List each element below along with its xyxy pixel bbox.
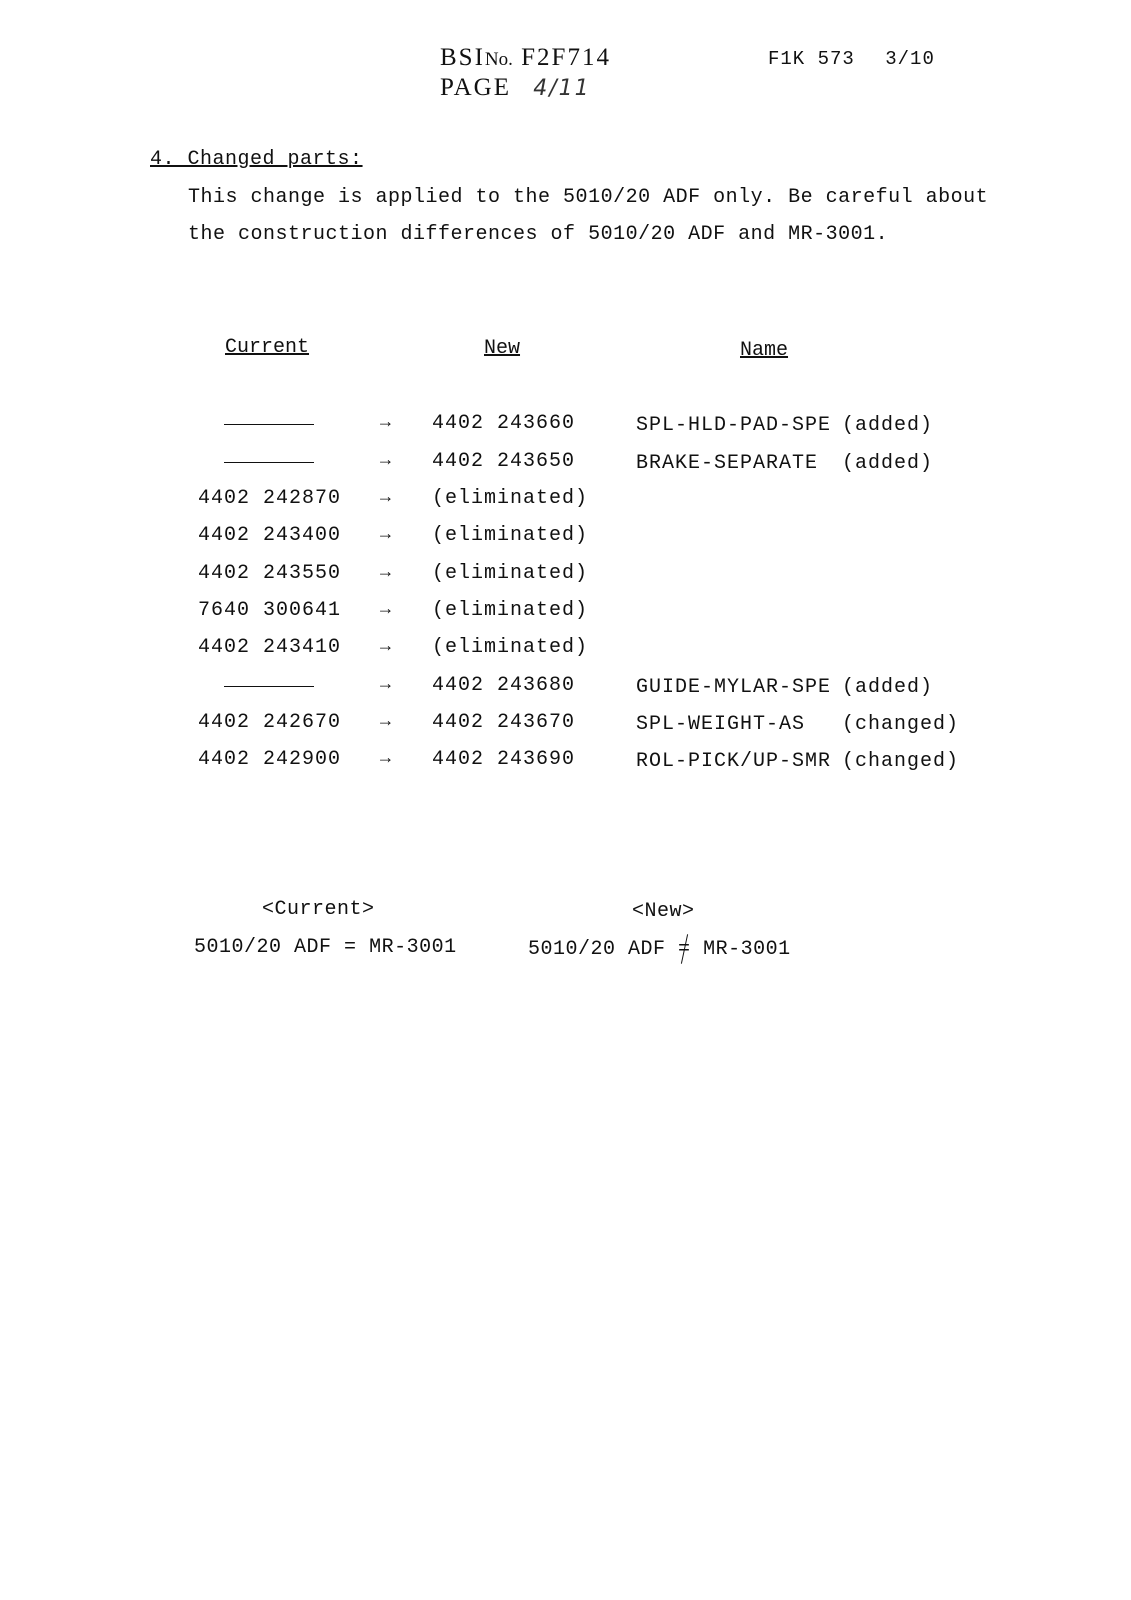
cell-status: (added) bbox=[842, 676, 934, 699]
cell-status: (added) bbox=[842, 414, 934, 437]
paragraph-line-2: the construction differences of 5010/20 ADF and MR-3001. bbox=[188, 223, 889, 246]
arrow-icon: → bbox=[380, 712, 391, 732]
new-left: 5010/20 ADF bbox=[528, 938, 666, 961]
cell-new: (eliminated) bbox=[432, 562, 589, 585]
cell-new: 4402 243690 bbox=[432, 748, 576, 771]
paragraph-line-1: This change is applied to the 5010/20 ADF only. Be careful about bbox=[188, 186, 989, 209]
page-value: 4/11 bbox=[533, 76, 591, 101]
current-right: MR-3001 bbox=[369, 936, 457, 959]
comparison-new-label: <New> bbox=[632, 900, 695, 923]
comparison-current-label: <Current> bbox=[262, 898, 375, 921]
doc-reference bbox=[768, 48, 935, 70]
page-indicator bbox=[440, 74, 591, 102]
blank-current-dash bbox=[224, 686, 314, 687]
new-right: MR-3001 bbox=[703, 938, 791, 961]
arrow-icon: → bbox=[380, 451, 391, 471]
cell-new: 4402 243680 bbox=[432, 674, 576, 697]
column-header-new: New bbox=[484, 337, 521, 360]
arrow-icon: → bbox=[380, 600, 391, 620]
cell-status: (changed) bbox=[842, 750, 960, 773]
arrow-icon: → bbox=[380, 525, 391, 545]
bsi-number-value: F2F714 bbox=[521, 44, 611, 71]
doc-ref: F1K 573 bbox=[768, 48, 855, 70]
bsi-number bbox=[440, 44, 611, 72]
arrow-icon: → bbox=[380, 637, 391, 657]
cell-name: GUIDE-MYLAR-SPE bbox=[636, 676, 832, 699]
cell-current: 7640 300641 bbox=[198, 599, 342, 622]
cell-new: 4402 243660 bbox=[432, 412, 576, 435]
cell-current: 4402 242670 bbox=[198, 711, 342, 734]
cell-new: (eliminated) bbox=[432, 487, 589, 510]
column-header-current: Current bbox=[225, 336, 310, 359]
blank-current-dash bbox=[224, 424, 314, 425]
bsi-no-abbrev: No. bbox=[484, 49, 513, 70]
arrow-icon: → bbox=[380, 675, 391, 695]
cell-new: (eliminated) bbox=[432, 636, 589, 659]
not-equals-sign: = bbox=[678, 938, 691, 961]
equals-sign: = bbox=[344, 936, 357, 959]
cell-status: (added) bbox=[842, 452, 934, 475]
cell-name: BRAKE-SEPARATE bbox=[636, 452, 819, 475]
doc-page: 3/10 bbox=[885, 48, 935, 70]
cell-current: 4402 243550 bbox=[198, 562, 342, 585]
page-label: PAGE bbox=[440, 74, 511, 101]
cell-new: 4402 243670 bbox=[432, 711, 576, 734]
cell-current: 4402 243410 bbox=[198, 636, 342, 659]
cell-name: SPL-HLD-PAD-SPE bbox=[636, 414, 832, 437]
comparison-current-equation bbox=[194, 936, 457, 959]
section-title: 4. Changed parts: bbox=[150, 148, 363, 171]
cell-status: (changed) bbox=[842, 713, 960, 736]
cell-name: ROL-PICK/UP-SMR bbox=[636, 750, 832, 773]
column-header-name: Name bbox=[740, 339, 789, 362]
cell-name: SPL-WEIGHT-AS bbox=[636, 713, 806, 736]
cell-new: 4402 243650 bbox=[432, 450, 576, 473]
arrow-icon: → bbox=[380, 413, 391, 433]
cell-current: 4402 242900 bbox=[198, 748, 342, 771]
arrow-icon: → bbox=[380, 488, 391, 508]
current-left: 5010/20 ADF bbox=[194, 936, 332, 959]
cell-new: (eliminated) bbox=[432, 524, 589, 547]
cell-current: 4402 243400 bbox=[198, 524, 342, 547]
arrow-icon: → bbox=[380, 749, 391, 769]
bsi-label: BSI bbox=[440, 44, 485, 71]
arrow-icon: → bbox=[380, 563, 391, 583]
blank-current-dash bbox=[224, 462, 314, 463]
cell-current: 4402 242870 bbox=[198, 487, 342, 510]
comparison-new-equation bbox=[528, 938, 791, 961]
cell-new: (eliminated) bbox=[432, 599, 589, 622]
